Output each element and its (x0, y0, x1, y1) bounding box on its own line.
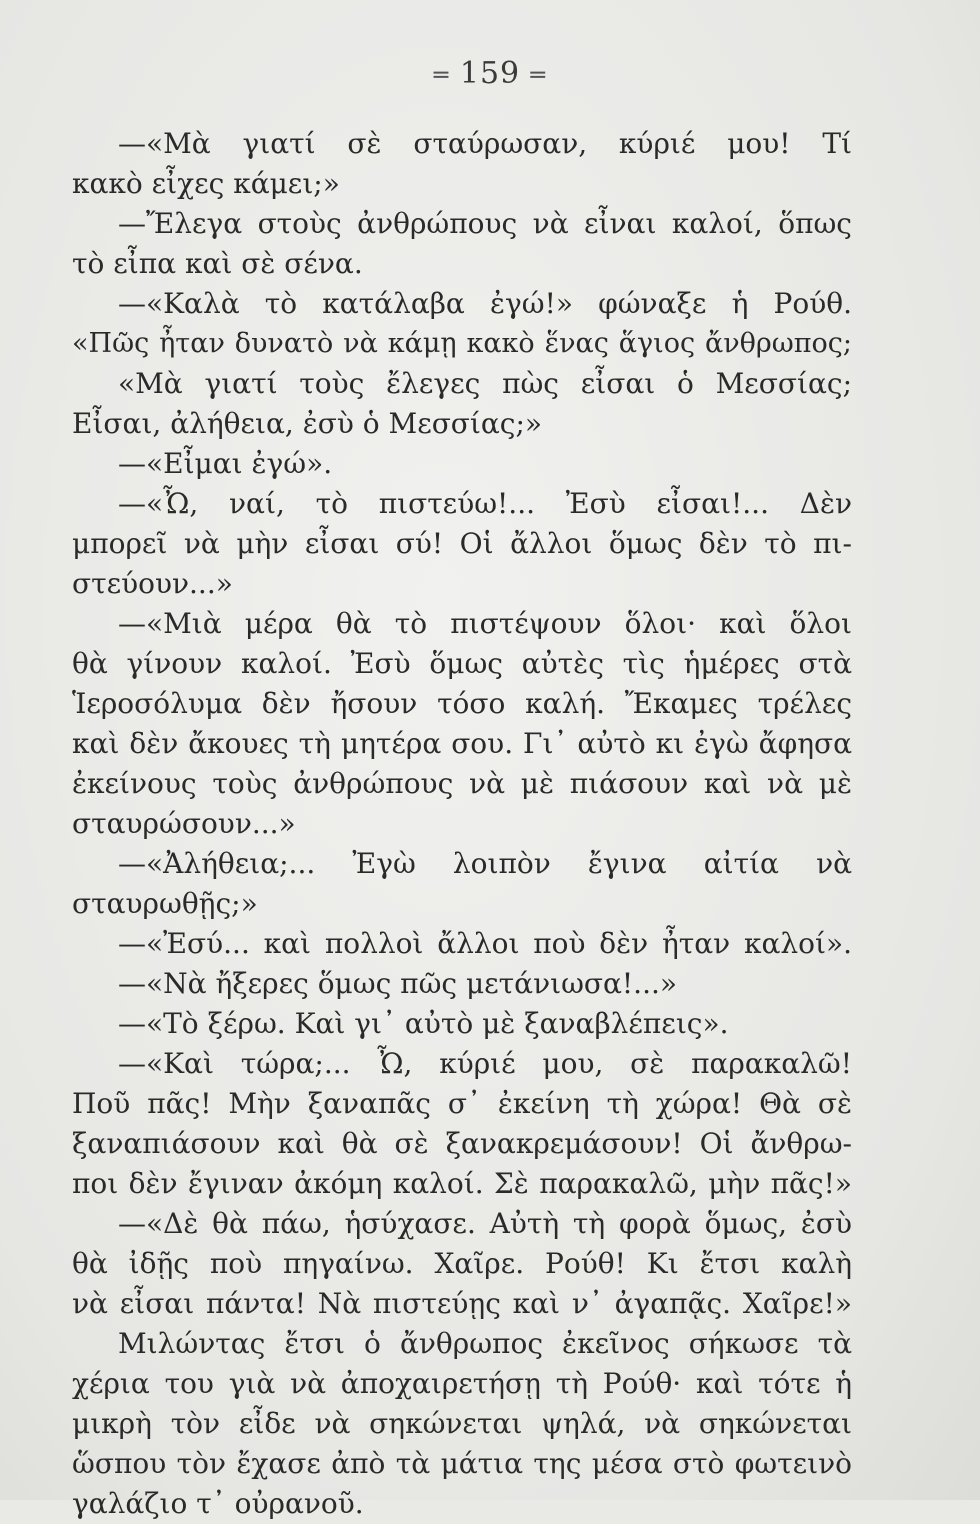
text-line: ξαναπιάσουν καὶ θὰ σὲ ξανακρεμάσουν! Οἱ ἄνθρω- (72, 1127, 852, 1160)
text-line: —«Μιὰ μέρα θὰ τὸ πιστέψουν ὅλοι· καὶ ὅλοι (118, 607, 852, 640)
text-line: μικρὴ τὸν εἶδε νὰ σηκώνεται ψηλά, νὰ σηκώνεται (72, 1407, 852, 1440)
header-rule-left: ═ (433, 61, 450, 89)
text-line: νὰ εἶσαι πάντα! Νὰ πιστεύῃς καὶ ν᾽ ἀγαπᾷς. Χαῖρε!» (72, 1287, 852, 1320)
text-line: σταυρωθῇς;» (72, 887, 258, 920)
text-line: —«Καὶ τώρα;... Ὦ, κύριέ μου, σὲ παρακαλῶ! (118, 1047, 852, 1080)
text-line: θὰ ἰδῇς ποὺ πηγαίνω. Χαῖρε. Ρούθ! Κι ἔτσι καλὴ (72, 1247, 852, 1280)
header-rule-right: ═ (530, 61, 547, 89)
text-line: μπορεῖ νὰ μὴν εἶσαι σύ! Οἱ ἄλλοι ὅμως δὲν τὸ πι- (72, 527, 852, 560)
text-line: ποι δὲν ἔγιναν ἀκόμη καλοί. Σὲ παρακαλῶ, μὴν πᾶς!» (72, 1167, 852, 1200)
text-line: τὸ εἶπα καὶ σὲ σένα. (72, 247, 363, 280)
text-line: Μιλώντας ἔτσι ὁ ἄνθρωπος ἐκεῖνος σήκωσε τὰ (118, 1327, 852, 1360)
text-line: —Ἔλεγα στοὺς ἀνθρώπους νὰ εἶναι καλοί, ὅπως (118, 207, 852, 240)
text-line: —«Τὸ ξέρω. Καὶ γι᾽ αὐτὸ μὲ ξαναβλέπεις». (118, 1007, 729, 1040)
text-line: Ποῦ πᾶς! Μὴν ξαναπᾶς σ᾽ ἐκείνη τὴ χώρα! Θὰ σὲ (72, 1087, 852, 1120)
page-number: 159 (459, 56, 521, 91)
text-line: σταυρώσουν...» (72, 807, 296, 840)
text-line: —«Ἀλήθεια;... Ἐγὼ λοιπὸν ἔγινα αἰτία νὰ (118, 847, 852, 880)
text-line: χέρια του γιὰ νὰ ἀποχαιρετήσῃ τὴ Ρούθ· καὶ τότε ἡ (72, 1367, 852, 1400)
text-line: γαλάζιο τ᾽ οὐρανοῦ. (72, 1487, 364, 1520)
text-line: «Μὰ γιατί τοὺς ἔλεγες πὼς εἶσαι ὁ Μεσσίας; (118, 367, 852, 400)
page-header (0, 56, 980, 91)
text-line: καὶ δὲν ἄκουες τὴ μητέρα σου. Γι᾽ αὐτὸ κι ἐγὼ ἄφησα (72, 727, 852, 760)
text-line: Εἶσαι, ἀλήθεια, ἐσὺ ὁ Μεσσίας;» (72, 407, 543, 440)
text-line: —«Δὲ θὰ πάω, ἡσύχασε. Αὐτὴ τὴ φορὰ ὅμως, ἐσὺ (118, 1207, 852, 1240)
body-text (72, 124, 852, 1524)
text-line: θὰ γίνουν καλοί. Ἐσὺ ὅμως αὐτὲς τὶς ἡμέρες στὰ (72, 647, 852, 680)
text-line: —«Μὰ γιατί σὲ σταύρωσαν, κύριέ μου! Τί (118, 127, 852, 160)
text-line: —«Καλὰ τὸ κατάλαβα ἐγώ!» φώναξε ἡ Ρούθ. (118, 287, 852, 320)
text-line: —«Νὰ ἤξερες ὅμως πῶς μετάνιωσα!...» (118, 967, 678, 1000)
text-line: —«Εἶμαι ἐγώ». (118, 447, 333, 480)
text-line: στεύουν...» (72, 567, 233, 600)
text-line: ὥσπου τὸν ἔχασε ἀπὸ τὰ μάτια της μέσα στὸ φωτεινὸ (72, 1447, 852, 1480)
text-line: κακὸ εἶχες κάμει;» (72, 167, 340, 200)
text-line: Ἱεροσόλυμα δὲν ἤσουν τόσο καλή. Ἔκαμες τρέλες (72, 687, 852, 720)
text-line: —«Ἐσύ... καὶ πολλοὶ ἄλλοι ποὺ δὲν ἦταν καλοί». (118, 927, 852, 960)
text-line: ἐκείνους τοὺς ἀνθρώπους νὰ μὲ πιάσουν καὶ νὰ μὲ (72, 767, 852, 800)
text-line: «Πῶς ἦταν δυνατὸ νὰ κάμῃ κακὸ ἕνας ἅγιος ἄνθρωπος; (72, 328, 852, 359)
text-line: —«Ὦ, ναί, τὸ πιστεύω!... Ἐσὺ εἶσαι!... Δὲν (118, 487, 852, 520)
